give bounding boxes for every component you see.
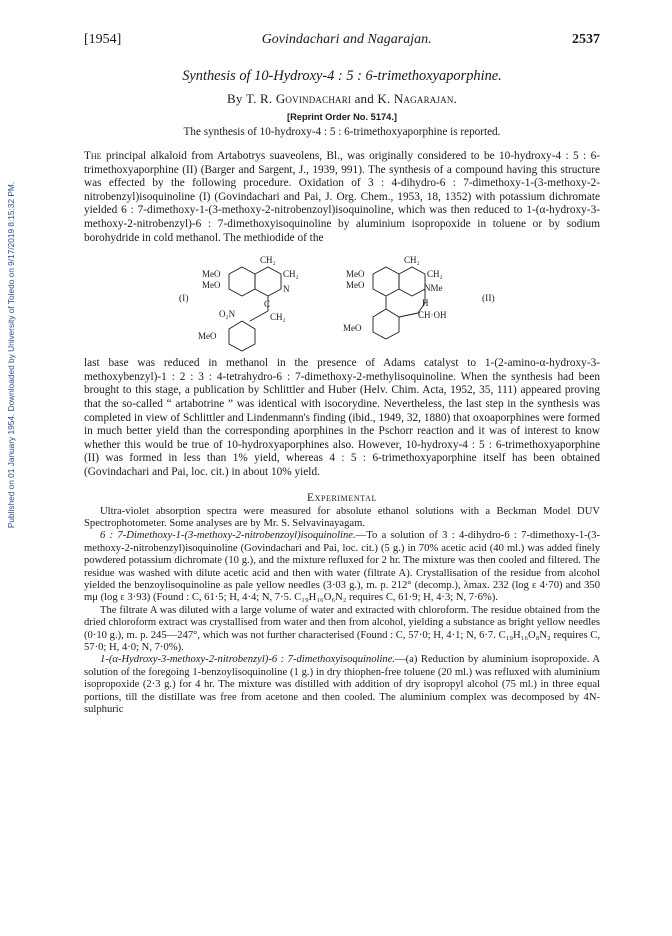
header-year: [1954] bbox=[84, 32, 122, 47]
I-ch2-top: CH₂ bbox=[260, 255, 276, 266]
download-notice: Published on 01 January 1954. Downloaded by University of Toledo on 9/17/2019 8:15:32 PM. bbox=[6, 181, 16, 529]
intro-paragraph-2: last base was reduced in methanol in the presence of Adams catalyst to 1-(2-amino-α-hydroxy-3-methoxybenzyl)-1 : 2 : 3 : 4-tetrahydro-6 : 7-dimethoxy-2-methylisoquinoline. When the synthesis had been brought to this stage, a publication by Schlittler and Huber (Helv. Chim. Acta, 1952, 35, 111) appeared proving that the so-called “ artabotrine ” was identical with isocorydine. Nevertheless, the last step in the synthesis was completed in view of Schlittler and Lindenmann's finding (ibid., 1949, 32, 1880) that oxoaporphines were formed in much better yield than the corresponding aporphines in the Pschorr reaction and it was of interest to know whether this would be true of 10-hydroxyaporphines also. However, 10-hydroxy-4 : 5 : 6-trimethoxyaporphine (II) was formed in less than 1% yield, whereas 4 : 5 : 6-trimethoxyaporphine itself has been obtained (Govindachari and Pai, loc. cit.) in about 10% yield. bbox=[84, 357, 600, 478]
structure-II-bonds bbox=[373, 267, 425, 339]
II-h: H bbox=[422, 298, 429, 309]
running-header bbox=[84, 32, 600, 50]
II-meo-2: MeO bbox=[346, 280, 365, 291]
reprint-order: [Reprint Order No. 5174.] bbox=[286, 112, 398, 122]
II-ch2-top: CH₂ bbox=[404, 255, 420, 266]
II-ch2-right: CH₂ bbox=[427, 269, 443, 280]
article-title: Synthesis of 10-Hydroxy-4 : 5 : 6-trimethoxyaporphine. bbox=[182, 68, 502, 84]
experimental-text-4: —(a) Reduction by aluminium isopropoxide. A solution of the foregoing 1-benzoylisoquinoline (1 g.) in dry thiophen-free toluene (20 ml.) was refluxed with aluminium isopropoxide (2·3 g.) for 4 hr. The mixture was distilled with addition of dry isopropyl alcohol (75 ml.) in three equal portions, till the distillate was free from acetone and then cooled. The aluminium complex was decomposed by 4N-sulphuric bbox=[84, 654, 600, 715]
experimental-text-2: —To a solution of 3 : 4-dihydro-6 : 7-dimethoxy-1-(3-methoxy-2-nitrobenzyl)isoquinoline (Govindachari and Pai, loc. cit.) (5 g.) in 70% acetic acid (40 ml.) was added finely powdered potassium dichromate (10 g.), and the mixture refluxed for 2 hr. The mixture was then cooled and filtered. The residue was washed with dilute acetic acid and then with water (filtrate A). Crystallisation of the residue from alcohol yielded the benzoylisoquinoline as pale yellow needles (3·03 g.), m. p. 212° (decomp.), λmax. 232 (log ε 4·70) and 350 mμ (log ε 3·93) (Found : C, 61·5; H, 4·4; N, 7·5. C₁₉H₁₆O₆N₂ requires C, 61·9; H, 4·3; N, 7·6%). bbox=[84, 530, 601, 604]
structure-I-bonds bbox=[229, 267, 281, 351]
structural-formulae bbox=[84, 249, 600, 355]
intro-paragraph-1 bbox=[84, 150, 600, 245]
byline-prefix: By bbox=[226, 91, 243, 106]
experimental-paragraph-2 bbox=[84, 530, 600, 604]
experimental-paragraph-1: Ultra-violet absorption spectra were measured for absolute ethanol solutions with a Beckman Model DUV Spectrophotometer. Some analyses are by Mr. S. Selvavinayagam. bbox=[84, 505, 600, 529]
II-nme: NMe bbox=[424, 283, 443, 294]
label-II: (II) bbox=[482, 294, 495, 305]
experimental-paragraph-3: The filtrate A was diluted with a large volume of water and extracted with chloroform. The residue obtained from the dried chloroform extract was crystallised from water and then from alcohol, yielding a substance as bright yellow needles (0·10 g.), m. p. 245—247°, which was not further characterised (Found : C, 57·0; H, 4·1; N, 6·7. C₁₉H₁₆O₈N₂ requires C, 57·0; H, 4·0; N, 7·0%). bbox=[84, 604, 600, 653]
I-meo-1: MeO bbox=[202, 269, 221, 280]
I-c: C bbox=[264, 299, 271, 310]
structure-figure bbox=[84, 249, 600, 355]
compound-heading-1: 6 : 7-Dimethoxy-1-(3-methoxy-2-nitrobenzoyl)isoquinoline. bbox=[100, 530, 356, 542]
section-heading-experimental: Experimental bbox=[307, 491, 377, 504]
experimental-paragraph-4 bbox=[84, 654, 600, 716]
abstract: The synthesis of 10-hydroxy-4 : 5 : 6-trimethoxyaporphine is reported. bbox=[183, 126, 501, 138]
II-choh: CH·OH bbox=[418, 310, 447, 321]
I-o2n: O₂N bbox=[219, 309, 236, 320]
I-ch2-bridge: CH₂ bbox=[270, 312, 286, 323]
intro-text-1: principal alkaloid from Artabotrys suaveolens, Bl., was originally considered to be 10-hydroxy-4 : 5 : 6-trimethoxyaporphine (II) (Barger and Sargent, J., 1939, 991). The synthesis of a compound having this structure was effected by the following procedure. Oxidation of 3 : 4-dihydro-6 : 7-dimethoxy-1-(3-methoxy-2-nitrobenzyl)isoquinoline (I) (Govindachari and Pai, J. Org. Chem., 1953, 18, 1352) with potassium dichromate yielded 6 : 7-dimethoxy-1-(3-methoxy-2-nitrobenzoyl)isoquinoline, which was then reduced to 1-(α-hydroxy-3-methoxy-2-nitrobenzyl)-6 : 7-dimethoxyisoquinoline by aluminium isopropoxide in toluene or by sodium borohydride in cold methanol. The methiodide of the bbox=[84, 150, 600, 244]
II-meo-3: MeO bbox=[343, 323, 362, 334]
download-sidebar bbox=[4, 120, 18, 590]
author-1: T. R. Govindachari bbox=[245, 91, 352, 106]
II-meo-1: MeO bbox=[346, 269, 365, 280]
label-I: (I) bbox=[179, 294, 189, 305]
I-ch2-right: CH₂ bbox=[283, 269, 299, 280]
compound-heading-2: 1-(α-Hydroxy-3-methoxy-2-nitrobenzyl)-6 : 7-dimethoxyisoquinoline. bbox=[100, 654, 396, 666]
author-line bbox=[84, 91, 600, 107]
I-meo-2: MeO bbox=[202, 280, 221, 291]
I-meo-3: MeO bbox=[198, 331, 217, 342]
intro-first-word: The bbox=[84, 150, 102, 162]
journal-page bbox=[84, 32, 600, 716]
author-2: K. Nagarajan. bbox=[377, 91, 458, 106]
header-page-number: 2537 bbox=[572, 32, 600, 47]
byline-and: and bbox=[354, 91, 374, 106]
I-n: N bbox=[283, 284, 290, 295]
header-authors: Govindachari and Nagarajan. bbox=[261, 32, 432, 47]
